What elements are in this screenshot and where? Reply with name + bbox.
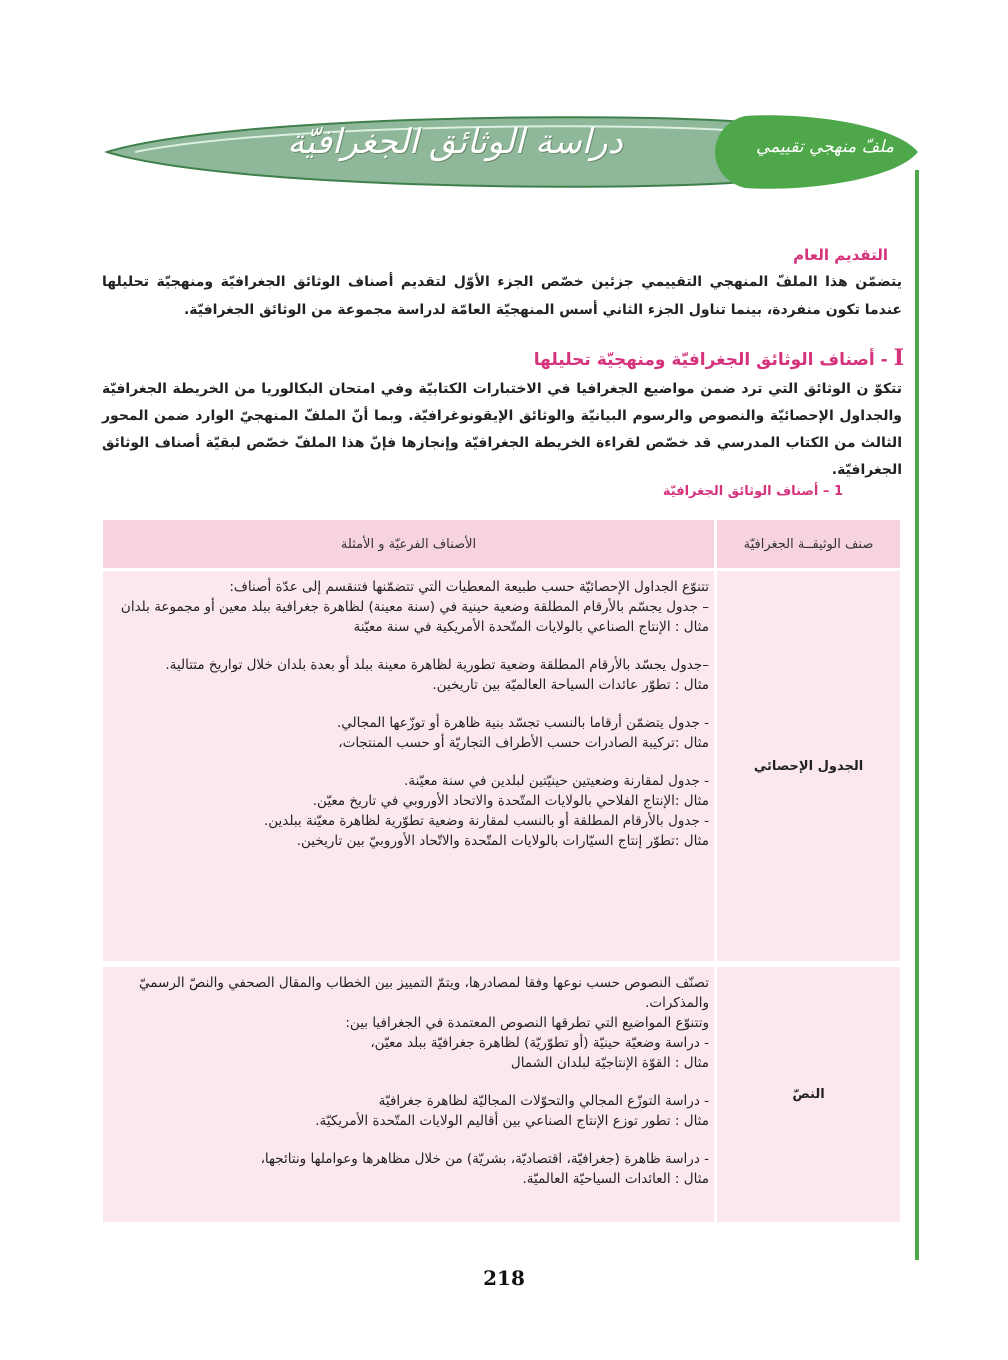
header-doc-type: صنف الوثيقــة الجغرافيّة — [717, 520, 900, 568]
row-content — [103, 967, 714, 1222]
row-line: وتتنوّع المواضيع التي تطرقها النصوص المعتمدة في الجغرافيا بين: — [345, 1015, 709, 1031]
row-line: - دراسة ظاهرة (جغرافيّة، اقتصاديّة، بشريّة) من خلال مظاهرها وعواملها ونتائجها، — [260, 1151, 709, 1167]
row-line: - جدول لمقارنة وضعيتين حينيّتين لبلدين في سنة معيّنة. — [404, 773, 709, 789]
section-paragraph: تتكوّ ن الوثائق التي ترد ضمن مواضيع الجغرافيا في الاختبارات الكتابيّة وفي امتحان البكالوريا من الخريطة الجغرافيّة والجداول الإحصائيّة والنصوص والرسوم البيانيّة والوثائق الإيقونوغرافيّة. وبما أنّ الملفّ المنهجيّ الوارد ضمن المحور الثالث من الكتاب المدرسي قد خصّص لقراءة الخريطة الجغرافيّة وإنجازها فإنّ هذا الملفّ خصّص لبقيّة أصناف الوثائق الجغرافيّة. — [102, 381, 902, 478]
table-row — [103, 571, 900, 961]
row-spacer — [108, 637, 709, 655]
file-type-tag: ملفّ منهجي تقييمي — [756, 137, 894, 157]
green-margin-rule — [915, 170, 919, 1260]
row-line: تصنّف النصوص حسب نوعها وفقا لمصادرها، ويتمّ التمييز بين الخطاب والمقال الصحفي والنصّ الرسميّ والمذكرات. — [138, 975, 709, 1011]
row-line: - جدول يتضمّن أرقاما بالنسب تجسّد بنية ظاهرة أو توزّعها المجالي. — [336, 715, 709, 731]
sub-heading: 1 – أصناف الوثائق الجغرافيّة — [662, 484, 843, 499]
section-number: I — [893, 345, 904, 371]
intro-heading: التقديم العام — [793, 246, 888, 264]
table-header — [103, 520, 900, 568]
row-line: مثال :تركيبة الصادرات حسب الأطراف التجاريّة أو حسب المنتجات، — [338, 735, 709, 751]
row-spacer — [108, 753, 709, 771]
row-line: مثال : العائدات السياحيّة العالميّة. — [522, 1171, 709, 1187]
intro-paragraph: يتضمّن هذا الملفّ المنهجي التقييمي جزئين خصّص الجزء الأوّل لتقديم أصناف الوثائق الجغرافيّة ومنهجيّة تحليلها عندما تكون منفردة، بينما تناول الجزء الثاني أسس المنهجيّة العامّة لدراسة مجموعة من الوثائق الجغرافيّة. — [102, 274, 902, 318]
row-line: – جدول يجسّم بالأرقام المطلقة وضعية حينية في (سنة معينة) لظاهرة جغرافية ببلد معين أو مجموعة بلدان — [120, 599, 709, 615]
page-number: 218 — [483, 1266, 525, 1290]
section-heading-text: - أصناف الوثائق الجغرافيّة ومنهجيّة تحليلها — [533, 350, 888, 370]
row-line: مثال : تطور توزع الإنتاج الصناعي بين أقاليم الولايات المتّحدة الأمريكيّة. — [315, 1113, 709, 1129]
row-type-label: النصّ — [717, 967, 900, 1222]
page-title: دراسة الوثائق الجغرافيّة — [287, 122, 623, 162]
row-content — [103, 571, 714, 961]
row-line: مثال : القوّة الإنتاجيّة لبلدان الشمال — [510, 1055, 709, 1071]
row-line: - دراسة التوزّع المجالي والتحوّلات المجاليّة لظاهرة جغرافيّة — [378, 1093, 709, 1109]
row-line: –جدول يجسّد بالأرقام المطلقة وضعية تطورية لظاهرة معينة ببلد أو بعدة بلدان خلال تواريخ متتالية. — [165, 657, 709, 673]
row-line: تتنوّع الجداول الإحصائيّة حسب طبيعة المعطيات التي تتضمّنها فتنقسم إلى عدّة أصناف: — [229, 579, 709, 595]
row-type-label: الجدول الإحصائي — [717, 571, 900, 961]
row-spacer — [108, 1131, 709, 1149]
row-spacer — [108, 1073, 709, 1091]
table-row — [103, 967, 900, 1222]
row-line: مثال : تطوّر عائدات السياحة العالميّة بين تاريخين. — [432, 677, 709, 693]
row-line: - دراسة وضعيّة حينيّة (أو تطوّريّة) لظاهرة جغرافيّة ببلد معيّن، — [370, 1035, 709, 1051]
header-subtypes: الأصناف الفرعيّة و الأمثلة — [103, 520, 714, 568]
section-heading — [534, 345, 904, 371]
row-line: - جدول بالأرقام المطلقة أو بالنسب لمقارنة وضعية تطوّرية لظاهرة معيّنة ببلدين. — [263, 813, 709, 829]
row-line: مثال :الإنتاج الفلاحي بالولايات المتّحدة والاتحاد الأوروبي في تاريخ معيّن. — [312, 793, 709, 809]
row-line: مثال :تطوّر إنتاج السيّارات بالولايات المتّحدة والاتّحاد الأوروبيّ بين تاريخين. — [296, 833, 709, 849]
row-spacer — [108, 695, 709, 713]
row-line: مثال : الإنتاج الصناعي بالولايات المتّحدة الأمريكية في سنة معيّنة — [353, 619, 709, 635]
